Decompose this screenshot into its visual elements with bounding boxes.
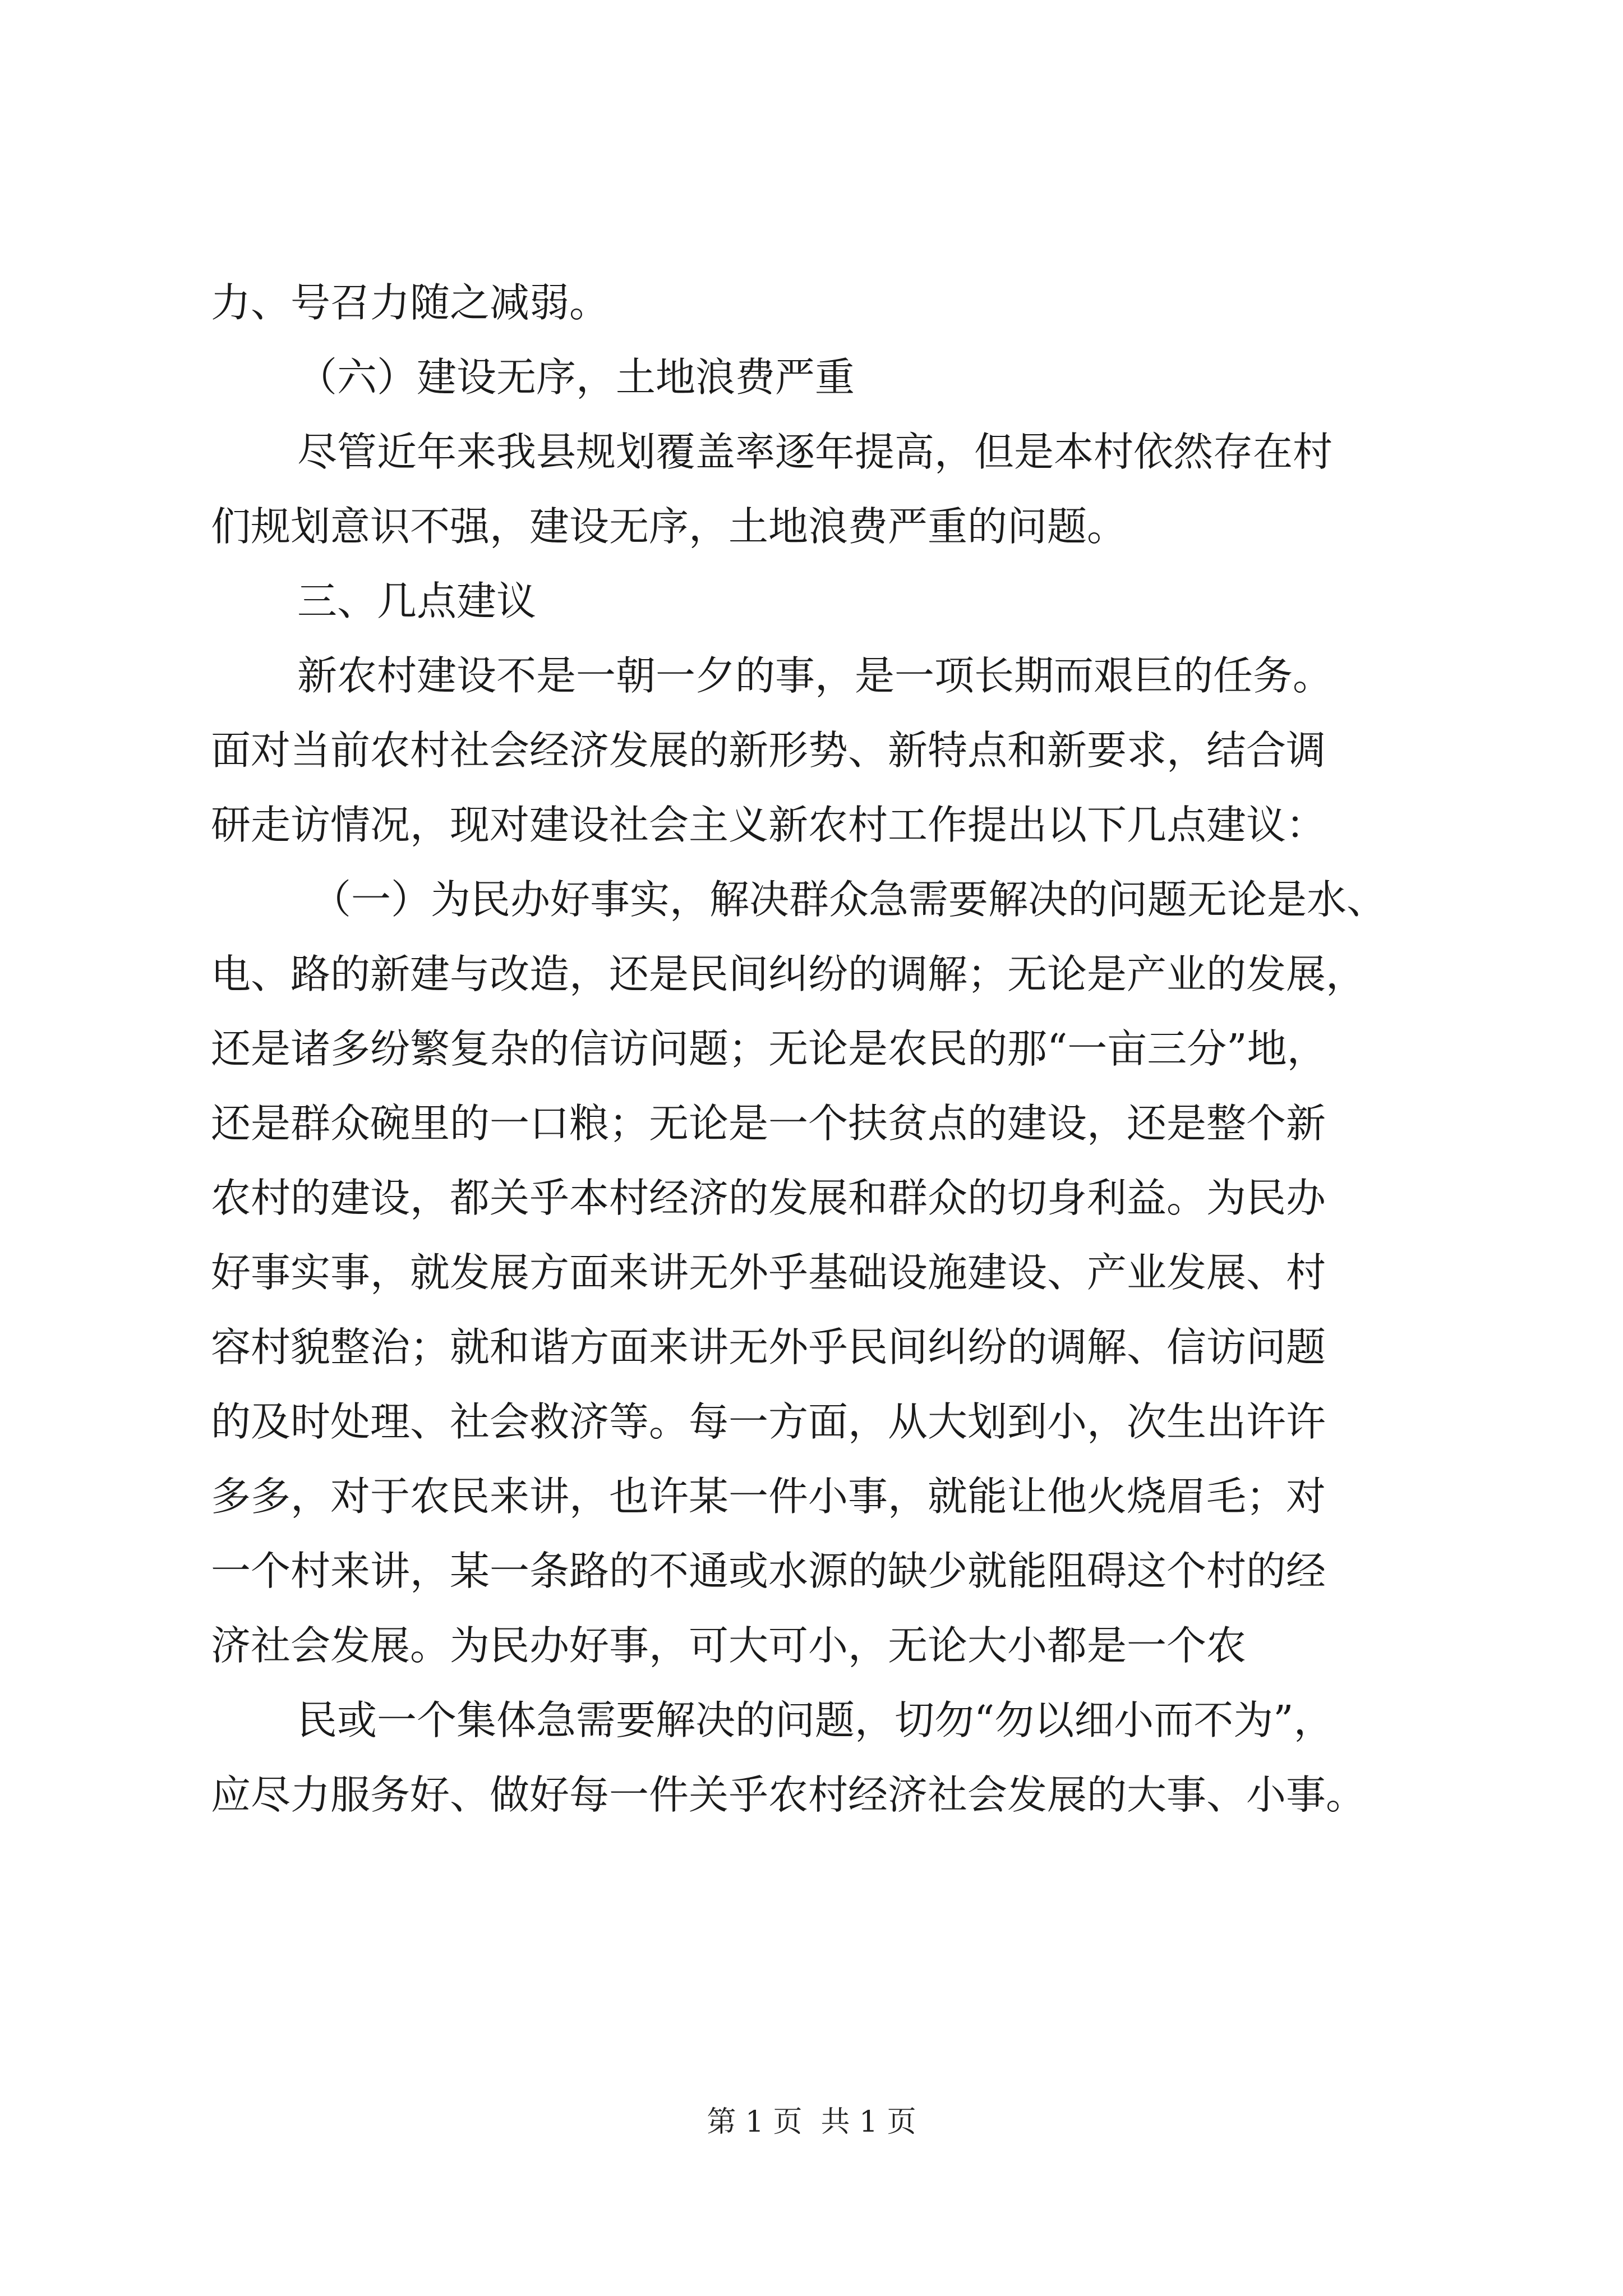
body-line-18: 一个村来讲，某一条路的不通或水源的缺少就能阻碍这个村的经 <box>211 1548 1326 1594</box>
page-number-footer: 第 1 页 共 1 页 <box>707 2105 916 2139</box>
body-line-17: 多多，对于农民来讲，也许某一件小事，就能让他火烧眉毛；对 <box>211 1473 1326 1520</box>
section-heading-6: （六）建设无序，土地浪费严重 <box>297 354 855 401</box>
body-line-1: 力、号召力随之减弱。 <box>211 279 610 326</box>
body-line-21: 应尽力服务好、做好每一件关乎农村经济社会发展的大事、小事。 <box>211 1772 1366 1818</box>
body-line-6: 新农村建设不是一朝一夕的事，是一项长期而艰巨的任务。 <box>297 652 1333 699</box>
body-line-4: 们规划意识不强，建设无序，土地浪费严重的问题。 <box>211 503 1127 550</box>
body-line-7: 面对当前农村社会经济发展的新形势、新特点和新要求，结合调 <box>211 727 1326 774</box>
body-line-8: 研走访情况，现对建设社会主义新农村工作提出以下几点建议： <box>211 802 1326 848</box>
body-line-14: 好事实事，就发展方面来讲无外乎基础设施建设、产业发展、村 <box>211 1249 1326 1296</box>
body-line-19: 济社会发展。为民办好事，可大可小，无论大小都是一个农 <box>211 1622 1247 1669</box>
body-line-3: 尽管近年来我县规划覆盖率逐年提高，但是本村依然存在村 <box>297 429 1333 475</box>
body-line-20: 民或一个集体急需要解决的问题，切勿“勿以细小而不为”， <box>297 1697 1334 1743</box>
body-line-15: 容村貌整治；就和谐方面来讲无外乎民间纠纷的调解、信访问题 <box>211 1324 1326 1370</box>
body-line-16: 的及时处理、社会救济等。每一方面，从大划到小，次生出许许 <box>211 1398 1326 1445</box>
body-line-11: 还是诸多纷繁复杂的信访问题；无论是农民的那“一亩三分”地， <box>211 1025 1327 1072</box>
body-line-13: 农村的建设，都关乎本村经济的发展和群众的切身利益。为民办 <box>211 1175 1326 1221</box>
section-heading-1: （一）为民办好事实，解决群众急需要解决的问题无论是水、 <box>311 876 1387 923</box>
chapter-heading-3: 三、几点建议 <box>297 578 537 624</box>
body-line-10: 电、路的新建与改造，还是民间纠纷的调解；无论是产业的发展， <box>211 951 1366 997</box>
body-line-12: 还是群众碗里的一口粮；无论是一个扶贫点的建设，还是整个新 <box>211 1100 1326 1147</box>
